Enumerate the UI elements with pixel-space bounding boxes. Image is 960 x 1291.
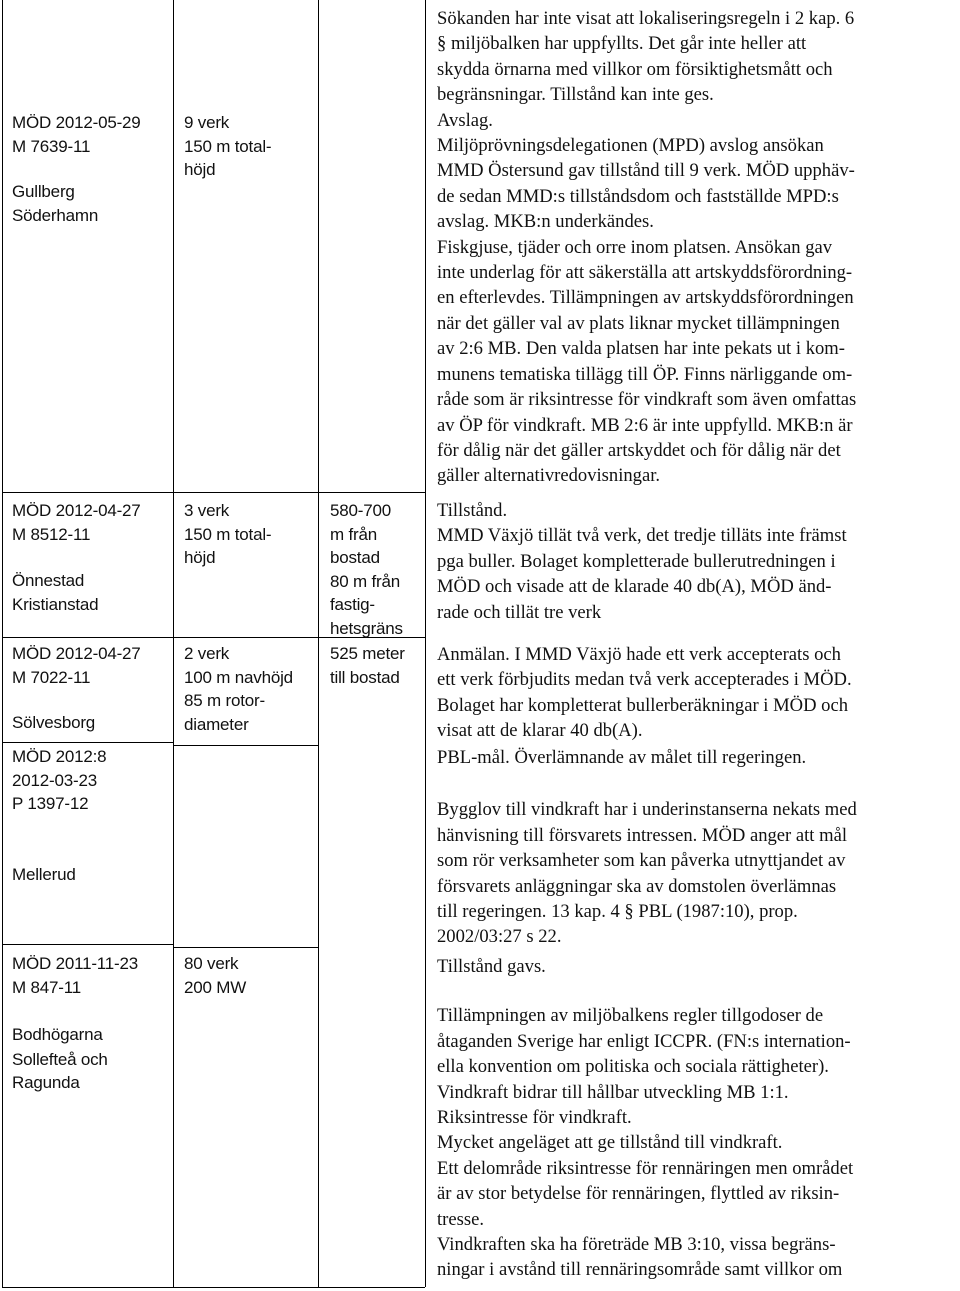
summary-spacer bbox=[437, 770, 857, 797]
distance-line: hetsgräns bbox=[330, 618, 403, 638]
summary-line: de sedan MMD:s tillståndsdom och fastställde MPD:s bbox=[437, 185, 839, 207]
case-court-date: MÖD 2012:8 bbox=[12, 747, 107, 766]
case-location bbox=[12, 180, 98, 227]
summary-line: ningar i avstånd till rennäringsområde samt villkor om bbox=[437, 1259, 843, 1281]
case-location bbox=[12, 569, 98, 616]
summary-line: för dålig när det gäller artskyddet och för dålig när det bbox=[437, 439, 841, 461]
case-date: 2012-03-23 bbox=[12, 770, 97, 790]
summary-line: Tillstånd gavs. bbox=[437, 956, 546, 977]
summary-line: Mycket angeläget att ge tillstånd till vindkraft. bbox=[437, 1132, 783, 1154]
summary-line: Fiskgjuse, tjäder och orre inom platsen. Ansökan gav bbox=[437, 236, 833, 258]
column-divider-3 bbox=[425, 0, 426, 1287]
summary-line: MÖD och visade att de klarade 40 db(A), MÖD änd- bbox=[437, 576, 832, 598]
column-divider-1 bbox=[173, 0, 174, 1287]
project-line: 9 verk bbox=[184, 113, 230, 132]
distance-details bbox=[330, 642, 405, 689]
project-details bbox=[184, 642, 293, 736]
case-reference bbox=[12, 499, 141, 546]
summary-line: Ett delområde riksintresse för rennäringen men området bbox=[437, 1157, 854, 1179]
summary-line: Anmälan. I MMD Växjö hade ett verk accepterats och bbox=[437, 644, 841, 665]
case-reference bbox=[12, 952, 138, 999]
project-line: höjd bbox=[184, 548, 216, 567]
project-details bbox=[184, 952, 246, 999]
project-line: 85 m rotor- bbox=[184, 691, 265, 710]
case-number: M 847-11 bbox=[12, 977, 81, 997]
summary-line: Riksintresse för vindkraft. bbox=[437, 1107, 632, 1129]
summary-line: försvarets anläggningar ska av domstolen överlämnas bbox=[437, 875, 837, 897]
project-line: 2 verk bbox=[184, 644, 230, 663]
distance-line: bostad bbox=[330, 548, 380, 567]
distance-line: 580-700 bbox=[330, 501, 391, 520]
summary-line: ett verk förbjudits medan två verk accepterades i MÖD. bbox=[437, 669, 852, 691]
summary-line: Bygglov till vindkraft har i underinstanserna nekats med bbox=[437, 799, 857, 821]
summary-line: Tillstånd. bbox=[437, 500, 508, 521]
location-municipality: Ragunda bbox=[12, 1073, 80, 1092]
project-line: 150 m total- bbox=[184, 136, 272, 156]
project-line: diameter bbox=[184, 714, 249, 734]
summary-line: Tillämpningen av miljöbalkens regler tillgodoser de bbox=[437, 1005, 824, 1027]
case-court-date: MÖD 2011-11-23 bbox=[12, 954, 139, 973]
summary-line: hänvisning till försvarets intressen. MÖD anger att mål bbox=[437, 824, 848, 846]
summary-line: MMD Växjö tillät två verk, det tredje tilläts inte främst bbox=[437, 525, 847, 547]
distance-line: fastig- bbox=[330, 595, 375, 614]
summary-line: avslag. MKB:n underkändes. bbox=[437, 211, 654, 233]
summary-line: MMD Östersund gav tillstånd till 9 verk. MÖD upphäv- bbox=[437, 160, 855, 182]
summary-line: till regeringen. 13 kap. 4 § PBL (1987:10), prop. bbox=[437, 901, 798, 923]
project-details bbox=[184, 499, 271, 570]
summary-line: av ÖP för vindkraft. MB 2:6 är inte uppfylld. MKB:n är bbox=[437, 414, 853, 436]
case-number: M 8512-11 bbox=[12, 524, 91, 544]
project-details bbox=[184, 111, 271, 182]
location-name: Gullberg bbox=[12, 182, 75, 201]
summary-line: Bolaget har kompletterat bullerberäkningar i MÖD och bbox=[437, 694, 848, 716]
case-reference bbox=[12, 111, 141, 158]
summary-line: ella konvention om politiska och sociala rättigheter). bbox=[437, 1056, 829, 1078]
project-line: 80 verk bbox=[184, 954, 239, 973]
distance-details bbox=[330, 499, 403, 640]
case-court-date: MÖD 2012-04-27 bbox=[12, 501, 141, 520]
case-number: M 7022-11 bbox=[12, 667, 91, 687]
summary-line: råde som är riksintresse för vindkraft som även omfattas bbox=[437, 389, 857, 411]
case-summary bbox=[437, 642, 852, 744]
summary-line: PBL-mål. Överlämnande av målet till regeringen. bbox=[437, 747, 807, 768]
summary-line: Miljöprövningsdelegationen (MPD) avslog ansökan bbox=[437, 135, 824, 157]
distance-line: 80 m från bbox=[330, 571, 401, 591]
summary-line: visat att de klarar 40 db(A). bbox=[437, 720, 643, 742]
summary-line: Sökanden har inte visat att lokaliseringsregeln i 2 kap. 6 bbox=[437, 8, 855, 29]
summary-line: begränsningar. Tillstånd kan inte ges. bbox=[437, 84, 714, 106]
summary-line: gäller alternativredovisningar. bbox=[437, 465, 661, 487]
location-name: Sölvesborg bbox=[12, 713, 96, 732]
summary-line: § miljöbalken har uppfyllts. Det går inte heller att bbox=[437, 33, 807, 55]
summary-line: pga buller. Bolaget kompletterade bullerutredningen i bbox=[437, 550, 836, 572]
column-divider-2 bbox=[318, 0, 319, 1287]
distance-line: 525 meter bbox=[330, 644, 405, 663]
summary-line: av 2:6 MB. Den valda platsen har inte pekats ut i kom- bbox=[437, 338, 845, 360]
location-municipality: Kristianstad bbox=[12, 594, 99, 614]
project-line: 3 verk bbox=[184, 501, 230, 520]
summary-line: munens tematiska tillägg till ÖP. Finns närliggande om- bbox=[437, 363, 853, 385]
case-location bbox=[12, 711, 95, 735]
location-municipality: Söderhamn bbox=[12, 205, 99, 225]
case-summary bbox=[437, 954, 853, 1283]
location-name: Bodhögarna bbox=[12, 1025, 103, 1044]
location-name: Önnestad bbox=[12, 571, 85, 590]
case-reference bbox=[12, 745, 106, 816]
summary-line: Vindkraft bidrar till hållbar utveckling MB 1:1. bbox=[437, 1081, 789, 1103]
case-number: M 7639-11 bbox=[12, 136, 91, 156]
summary-line: rade och tillät tre verk bbox=[437, 601, 602, 623]
case-number: P 1397-12 bbox=[12, 794, 89, 813]
case-court-date: MÖD 2012-05-29 bbox=[12, 113, 141, 132]
summary-line: skydda örnarna med villkor om försiktighetsmått och bbox=[437, 58, 833, 80]
table-border-left bbox=[2, 0, 3, 1287]
project-line: 200 MW bbox=[184, 977, 247, 997]
case-summary bbox=[437, 6, 856, 489]
case-location bbox=[12, 1023, 108, 1095]
row-divider-4a bbox=[2, 944, 173, 945]
summary-line: inte underlag för att säkerställa att artskyddsförordning- bbox=[437, 262, 853, 284]
project-line: 100 m navhöjd bbox=[184, 667, 293, 687]
case-summary bbox=[437, 745, 857, 950]
summary-line: när det gäller val av plats liknar mycket tillämpningen bbox=[437, 312, 840, 334]
table-border-bottom bbox=[2, 1287, 425, 1288]
case-reference bbox=[12, 642, 141, 689]
row-divider-4b bbox=[173, 947, 318, 948]
location-municipality: Sollefteå och bbox=[12, 1049, 108, 1069]
summary-line: 2002/03:27 s 22. bbox=[437, 926, 562, 948]
summary-line: åtaganden Sverige har enligt ICCPR. (FN:s internation- bbox=[437, 1030, 851, 1052]
project-line: höjd bbox=[184, 160, 216, 179]
summary-line: Vindkraften ska ha företräde MB 3:10, vissa begräns- bbox=[437, 1234, 836, 1256]
case-court-date: MÖD 2012-04-27 bbox=[12, 644, 141, 663]
summary-spacer bbox=[437, 979, 853, 1003]
summary-line: som rör verksamheter som kan påverka utnyttjandet av bbox=[437, 850, 846, 872]
row-divider-3a bbox=[2, 742, 173, 743]
location-name: Mellerud bbox=[12, 865, 76, 884]
project-line: 150 m total- bbox=[184, 524, 272, 544]
summary-line: är av stor betydelse för rennäringen, flyttled av riksin- bbox=[437, 1183, 840, 1205]
case-summary bbox=[437, 498, 847, 625]
row-divider-1 bbox=[2, 492, 425, 493]
row-divider-3b bbox=[173, 745, 318, 746]
distance-line: till bostad bbox=[330, 667, 400, 687]
summary-line: en efterlevdes. Tillämpningen av artskyddsförordningen bbox=[437, 287, 854, 309]
distance-line: m från bbox=[330, 524, 377, 544]
summary-line: Avslag. bbox=[437, 109, 493, 131]
case-location bbox=[12, 863, 76, 887]
summary-line: tresse. bbox=[437, 1208, 484, 1230]
